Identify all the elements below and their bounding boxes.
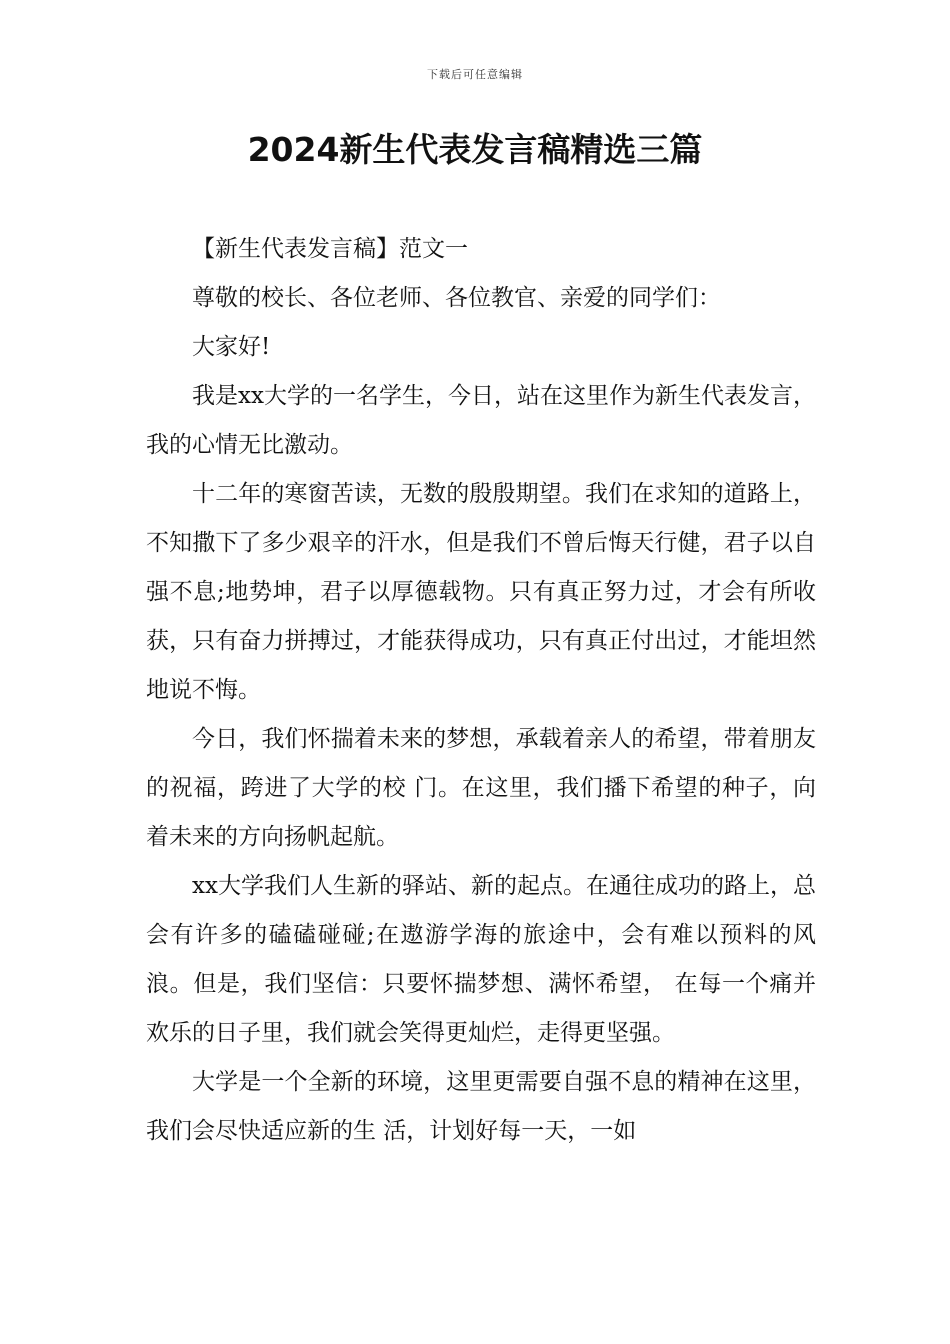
paragraph-section-heading: 【新生代表发言稿】范文一 bbox=[192, 236, 468, 262]
paragraph: xx大学我们人生新的驿站、新的起点。在通往成功的路上，总会有许多的磕磕碰碰;在遨游学海的旅途中，会有难以预料的风浪。但是，我们坚信：只要怀揣梦想、满怀希望， 在每一个痛并欢乐的日子里，我们就会笑得更灿烂，走得更坚强。 bbox=[146, 873, 816, 1046]
paragraph-greeting: 大家好! bbox=[192, 334, 271, 360]
document-body bbox=[146, 225, 816, 1156]
paragraph: 我是xx大学的一名学生，今日，站在这里作为新生代表发言，我的心情无比激动。 bbox=[146, 383, 816, 458]
paragraph: 今日，我们怀揣着未来的梦想，承载着亲人的希望，带着朋友的祝福，跨进了大学的校 门。在这里，我们播下希望的种子，向着未来的方向扬帆起航。 bbox=[146, 726, 816, 850]
paragraph: 十二年的寒窗苦读，无数的殷殷期望。我们在求知的道路上，不知撒下了多少艰辛的汗水，但是我们不曾后悔天行健，君子以自强不息;地势坤，君子以厚德载物。只有真正努力过，才会有所收获，只有奋力拼搏过，才能获得成功，只有真正付出过，才能坦然地说不悔。 bbox=[146, 481, 816, 703]
paragraph-salutation: 尊敬的校长、各位老师、各位教官、亲爱的同学们： bbox=[192, 285, 721, 311]
header-note: 下载后可任意编辑 bbox=[427, 68, 523, 81]
paragraph: 大学是一个全新的环境，这里更需要自强不息的精神在这里，我们会尽快适应新的生 活，计划好每一天，一如 bbox=[146, 1069, 816, 1144]
document-title: 2024新生代表发言稿精选三篇 bbox=[247, 130, 703, 169]
